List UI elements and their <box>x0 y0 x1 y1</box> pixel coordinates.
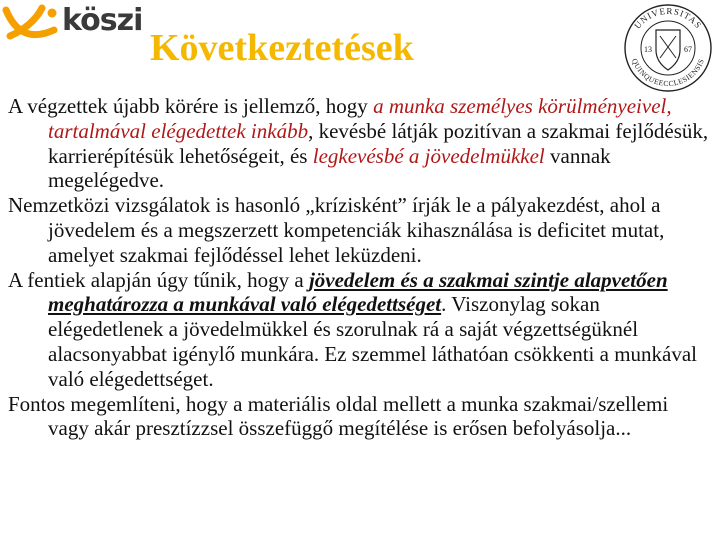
paragraph-4 <box>8 392 714 442</box>
paragraph-3 <box>8 268 714 392</box>
svg-text:UNIVERSITAS <box>632 6 704 31</box>
paragraph-1-text-1: A végzettek újabb körére is jellemző, hogy <box>8 94 374 118</box>
koszi-mark-icon <box>2 4 60 44</box>
content-body <box>8 94 714 441</box>
seal-year-left: 13 <box>644 45 652 54</box>
paragraph-2-text-1: Nemzetközi vizsgálatok is hasonló „krízisként” írják le a pályakezdést, ahol a jövedelem és a megszerzett kompetenciák kihasználása is deficitet mutat, amelyet szakmai fejlődéssel lehet leküzdeni. <box>8 193 665 267</box>
paragraph-3-strong-1: jövedelem és a szakmai szintje alapvetően meghatározza a munkával való elégedettséget <box>48 267 668 317</box>
paragraph-1-emphasis-1: a munka személyes körülményeivel, tartalmával elégedettek inkább <box>48 94 672 143</box>
seal-bottom-text: QUINQUEECCLESIENSIS <box>629 57 707 89</box>
paragraph-1-text-2: , kevésbé látják pozitívan a szakmai fejlődésük, karrierépítésük lehetőségeit, és <box>48 118 709 168</box>
seal-shield-icon <box>656 30 680 70</box>
seal-year-right: 67 <box>684 45 692 54</box>
paragraph-3-text-2: . Viszonylag sokan elégedetlenek a jövedelmükkel és szorulnak rá a saját végzettségüknél alacsonyabbat igénylő munkára. Ez szemmel láthatóan csökkenti a munkával való elégedettséget. <box>48 292 698 391</box>
seal-cross-icon <box>660 36 676 58</box>
page-title: Következtetések <box>150 27 414 69</box>
paragraph-1-text-3: vannak megelégedve. <box>48 143 611 193</box>
paragraph-1-emphasis-2: legkevésbé a jövedelmükkel <box>312 143 545 168</box>
paragraph-4-text-1: Fontos megemlíteni, hogy a materiális oldal mellett a munka szakmai/szellemi vagy akár presztízzsel összefüggő megítélése is erősen befolyásolja... <box>8 391 669 441</box>
university-seal <box>618 0 718 92</box>
koszi-logo <box>0 0 143 44</box>
paragraph-3-text-1: A fentiek alapján úgy tűnik, hogy a <box>8 267 309 292</box>
paragraph-1 <box>8 94 714 193</box>
svg-text:QUINQUEECCLESIENSIS <box>630 57 706 88</box>
seal-top-text: UNIVERSITAS <box>632 5 704 31</box>
logo-text: köszi <box>62 3 143 38</box>
paragraph-2 <box>8 193 714 267</box>
